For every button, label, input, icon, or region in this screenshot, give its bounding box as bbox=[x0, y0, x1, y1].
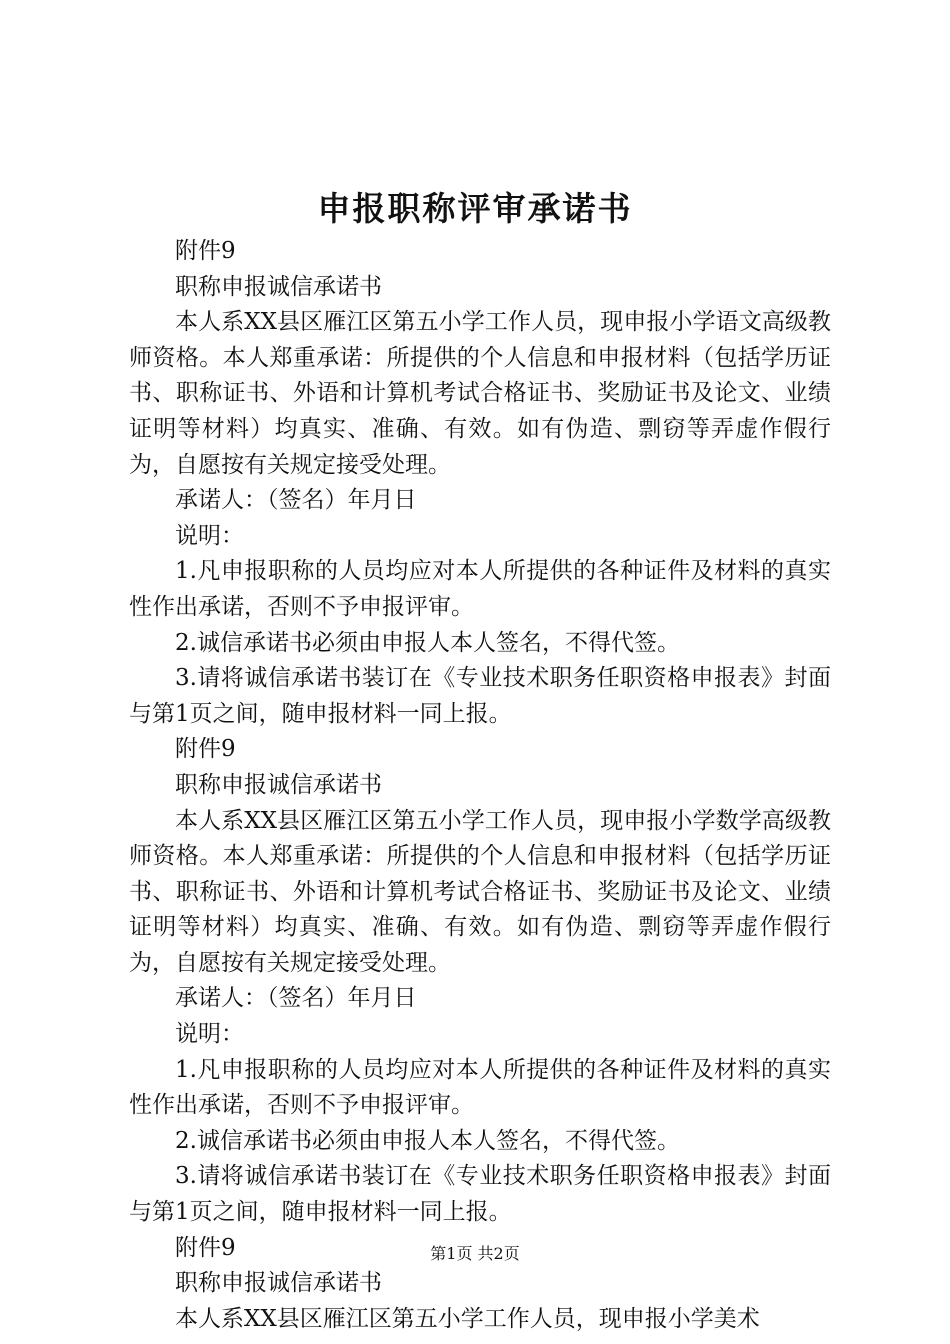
section-heading: 职称申报诚信承诺书 bbox=[175, 273, 382, 300]
document-title: 申报职称评审承诺书 bbox=[317, 189, 633, 228]
pledge-paragraph: 本人系XX县区雁江区第五小学工作人员，现申报小学数学高级教师资格。本人郑重承诺：所提供的个人信息和申报材料（包括学历证书、职称证书、外语和计算机考试合格证书、奖励证书及论文、业绩证明等材料）均真实、准确、有效。如有伪造、剽窃等弄虚作假行为，自愿按有关规定接受处理。 bbox=[129, 807, 831, 976]
note-item: 2.诚信承诺书必须由申报人本人签名，不得代签。 bbox=[175, 629, 680, 656]
note-item: 1.凡申报职称的人员均应对本人所提供的各种证件及材料的真实性作出承诺，否则不予申报评审。 bbox=[129, 1056, 831, 1119]
attachment-label: 附件9 bbox=[175, 238, 236, 264]
note-item: 3.请将诚信承诺书装订在《专业技术职务任职资格申报表》封面与第1页之间，随申报材料一同上报。 bbox=[129, 665, 831, 727]
note-item: 1.凡申报职称的人员均应对本人所提供的各种证件及材料的真实性作出承诺，否则不予申报评审。 bbox=[129, 558, 831, 620]
document-body bbox=[129, 234, 831, 1337]
section-heading: 职称申报诚信承诺书 bbox=[175, 1270, 382, 1297]
pledge-paragraph: 本人系XX县区雁江区第五小学工作人员，现申报小学美术 bbox=[175, 1305, 760, 1332]
notes-heading: 说明： bbox=[175, 1021, 244, 1048]
notes-heading: 说明： bbox=[175, 522, 244, 549]
section-heading: 职称申报诚信承诺书 bbox=[175, 771, 382, 798]
pledge-paragraph: 本人系XX县区雁江区第五小学工作人员，现申报小学语文高级教师资格。本人郑重承诺：所提供的个人信息和申报材料（包括学历证书、职称证书、外语和计算机考试合格证书、奖励证书及论文、业绩证明等材料）均真实、准确、有效。如有伪造、剽窃等弄虚作假行为，自愿按有关规定接受处理。 bbox=[129, 309, 831, 478]
attachment-label: 附件9 bbox=[175, 1234, 236, 1261]
note-item: 2.诚信承诺书必须由申报人本人签名，不得代签。 bbox=[175, 1127, 680, 1154]
signature-line: 承诺人：（签名）年月日 bbox=[175, 487, 417, 514]
note-item: 3.请将诚信承诺书装订在《专业技术职务任职资格申报表》封面与第1页之间，随申报材料一同上报。 bbox=[129, 1163, 831, 1226]
attachment-label: 附件9 bbox=[175, 736, 236, 763]
signature-line: 承诺人：（签名）年月日 bbox=[175, 985, 417, 1012]
page-number-footer: 第1页 共2页 bbox=[430, 1244, 520, 1263]
